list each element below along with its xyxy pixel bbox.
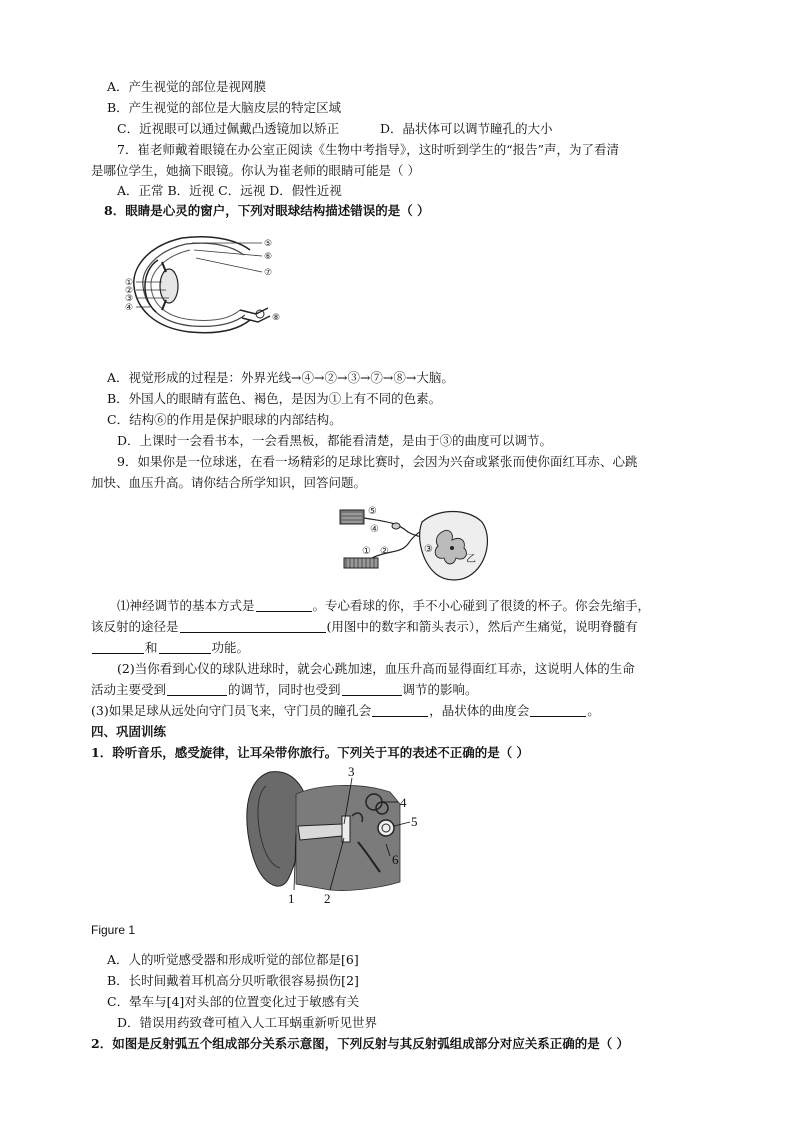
question-7-line-1: 7．崔老师戴着眼镜在办公室正阅读《生物中考指导》，这时听到学生的“报告”声，为了看清 xyxy=(117,142,619,157)
eyeball-diagram xyxy=(122,228,297,340)
answer-blank[interactable] xyxy=(159,640,211,654)
option-a: A．人的听觉感受器和形成听觉的部位都是[6] xyxy=(107,952,359,967)
cochlea xyxy=(378,820,394,836)
eye-label: ④ xyxy=(125,303,134,313)
option-c: C．晕车与[4]对头部的位置变化过于敏感有关 xyxy=(107,994,360,1009)
eye-label: ⑧ xyxy=(272,313,281,323)
choroid-outline xyxy=(143,244,245,326)
ear-label: 6 xyxy=(392,852,399,867)
answer-blank[interactable] xyxy=(167,682,227,696)
answer-blank[interactable] xyxy=(256,598,312,612)
option-c: C．近视眼可以通过佩戴凸透镜加以矫正 xyxy=(117,121,340,136)
eye-label: ⑥ xyxy=(264,252,273,262)
ear-label: 1 xyxy=(288,891,295,906)
q9-part-1-line-2: 该反射的途径是 (用图中的数字和箭头表示），然后产生痛觉，说明脊髓有 xyxy=(91,619,638,634)
exercise-2-stem: 2．如图是反射弧五个组成部分关系示意图，下列反射与其反射弧组成部分对应关系正确的是（ ） xyxy=(91,1036,630,1051)
answer-blank[interactable] xyxy=(372,703,428,717)
question-8-stem: 8．眼睛是心灵的窗户，下列对眼球结构描述错误的是（ ） xyxy=(104,203,430,218)
question-7-line-2: 是哪位学生，她摘下眼镜。你认为崔老师的眼睛可能是（ ） xyxy=(91,163,420,178)
section-heading: 四、巩固训练 xyxy=(91,724,167,739)
exercise-1-stem: 1．聆听音乐，感受旋律，让耳朵带你旅行。下列关于耳的表述不正确的是（ ） xyxy=(91,745,530,760)
eardrum xyxy=(342,816,350,842)
answer-blank[interactable] xyxy=(180,619,326,633)
ear-label: 4 xyxy=(400,795,407,810)
option-c: C．结构⑥的作用是保护眼球的内部结构。 xyxy=(107,412,342,427)
option-a: A．产生视觉的部位是视网膜 xyxy=(107,79,267,94)
q9-part-3: (3)如果足球从远处向守门员飞来，守门员的瞳孔会 ，晶状体的曲度会 。 xyxy=(91,703,600,718)
q9-part-2-line-2: 活动主要受到 的调节，同时也受到 调节的影响。 xyxy=(91,682,478,697)
option-a: A．视觉形成的过程是：外界光线→④→②→③→⑦→⑧→大脑。 xyxy=(107,370,454,385)
option-b: B．产生视觉的部位是大脑皮层的特定区域 xyxy=(107,100,342,115)
eye-label: ① xyxy=(125,278,134,288)
eye-label: ⑤ xyxy=(264,239,273,249)
reflex-arc-diagram xyxy=(338,502,490,584)
figure-caption: Figure 1 xyxy=(91,923,136,937)
eye-label: ② xyxy=(125,286,134,296)
ear-label: 3 xyxy=(348,764,355,779)
ear-diagram xyxy=(240,764,418,909)
eye-label: ⑦ xyxy=(264,268,273,278)
answer-blank[interactable] xyxy=(92,640,144,654)
option-b: B．外国人的眼睛有蓝色、褐色，是因为①上有不同的色素。 xyxy=(107,391,442,406)
q9-part-1-line-3: 和 功能。 xyxy=(91,639,249,657)
answer-blank[interactable] xyxy=(342,682,402,696)
reflex-label: ③ xyxy=(424,544,433,555)
reflex-label: ① xyxy=(362,546,371,557)
receptor-skin xyxy=(344,558,378,568)
option-d: D．上课时一会看书本，一会看黑板，都能看清楚，是由于③的曲度可以调节。 xyxy=(117,433,553,448)
ear-label: 5 xyxy=(411,814,418,829)
eye-label: ③ xyxy=(125,294,134,304)
option-b: B．长时间戴着耳机高分贝听歌很容易损伤[2] xyxy=(107,973,359,988)
reflex-label: ⑤ xyxy=(368,506,377,517)
question-7-options: A．正常 B．近视 C．远视 D．假性近视 xyxy=(117,183,342,198)
reflex-label: ④ xyxy=(370,524,379,535)
q9-part-2-line-1: (2)当你看到心仪的球队进球时，就会心跳加速，血压升高而显得面红耳赤，这说明人体的生命 xyxy=(117,661,635,676)
answer-blank[interactable] xyxy=(530,703,586,717)
question-9-line-1: 9．如果你是一位球迷，在看一场精彩的足球比赛时，会因为兴奋或紧张而使你面红耳赤、心跳 xyxy=(117,454,638,469)
option-d: D．错误用药致聋可植入人工耳蜗重新听见世界 xyxy=(117,1015,378,1030)
ear-label: 2 xyxy=(324,891,331,906)
q9-part-1-line-1: ⑴神经调节的基本方式是 。专心看球的你，手不小心碰到了很烫的杯子。你会先缩手， xyxy=(117,598,651,613)
option-d: D．晶状体可以调节瞳孔的大小 xyxy=(380,121,553,136)
reflex-label: ② xyxy=(380,546,389,557)
question-9-line-2: 加快、血压升高。请你结合所学知识，回答问题。 xyxy=(91,475,367,490)
reflex-label: 乙 xyxy=(466,554,476,565)
